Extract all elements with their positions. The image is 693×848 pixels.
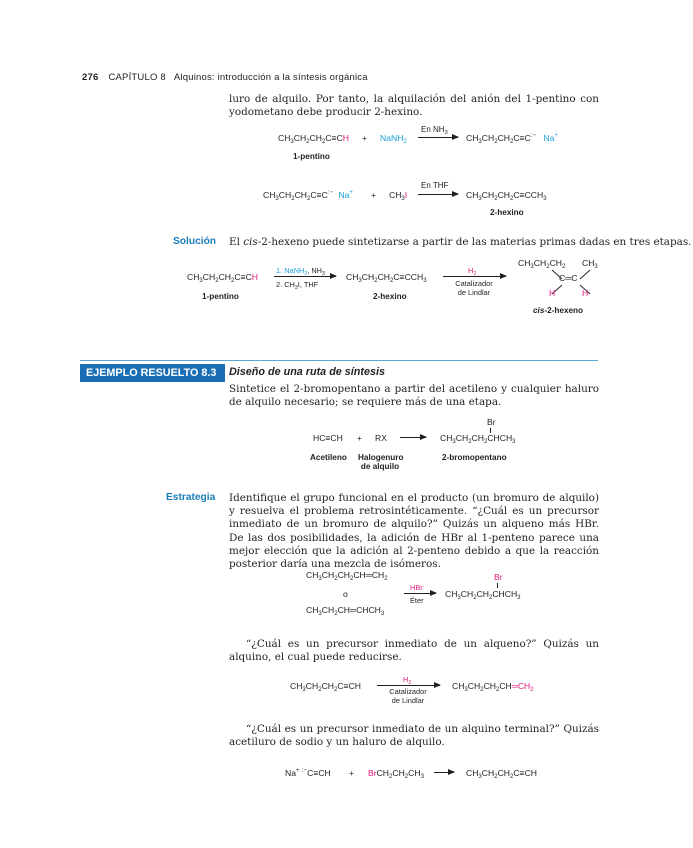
sol-h2: $H_2$ bbox=[468, 266, 477, 277]
sol-label-a: 1-pentino bbox=[202, 292, 239, 301]
ex-plus: + bbox=[357, 433, 363, 443]
running-header bbox=[82, 72, 368, 83]
st-1-pentene: $CH_3CH_2CH_2CH═CH_2$ bbox=[306, 570, 388, 582]
p3-arrow bbox=[434, 772, 454, 773]
cis-h-right: H bbox=[582, 288, 589, 298]
st-2-pentene: $CH_3CH_2CH═CHCH_3$ bbox=[306, 605, 385, 617]
ex-label-halide: Halogenuro de alquilo bbox=[358, 453, 404, 471]
r1-product: $CH_3CH_2CH_2C\equiv C^{:-}$ Na+ bbox=[466, 133, 558, 145]
example-statement: Sintetice el 2-bromopentano a partir del acetileno y cualquier haluro de alquilo necesario; se requiere más de una etapa. bbox=[229, 383, 599, 409]
p2-catalyst: Catalizador de Lindlar bbox=[389, 687, 427, 705]
sol-arrow-1 bbox=[274, 276, 336, 277]
p2-arrow bbox=[377, 685, 440, 686]
paragraph-2: “¿Cuál es un precursor inmediato de un alqueno?” Quizás un alquino, el cual puede reducirse. bbox=[229, 638, 599, 664]
sol-arrow-2 bbox=[443, 276, 506, 277]
strategy-text: Identifique el grupo funcional en el producto (un bromuro de alquilo) y resuelva el problema retrosintéticamente. “¿Cuál es un precursor inmediato de un bromuro de alquilo?” Quizás un alqueno más HBr. De las dos posibilidades, la adición de HBr al 1-penteno parece una mejor elección que la adición al 2-penteno debido a que la reacción posterior daría una mezcla de isómeros. bbox=[229, 492, 599, 571]
ex-arrow bbox=[400, 437, 426, 438]
ex-label-product: 2-bromopentano bbox=[442, 453, 507, 462]
p2-h2: $H_2$ bbox=[403, 675, 412, 686]
p3-plus: + bbox=[349, 768, 355, 778]
cis-methyl-group: $CH_3$ bbox=[582, 258, 598, 270]
page-number: 276 bbox=[82, 72, 99, 83]
chapter-number: CAPÍTULO 8 bbox=[108, 72, 166, 83]
st-hbr: HBr bbox=[410, 583, 423, 592]
example-rule bbox=[80, 360, 598, 361]
r1-condition: En $NH_3$ bbox=[421, 125, 448, 136]
r1-reagent: NaNH$_2$ bbox=[380, 133, 407, 145]
st-arrow bbox=[404, 593, 436, 594]
sol-label-b: 2-hexino bbox=[373, 292, 407, 301]
cis-ethyl-group: $CH_3CH_2CH_2$ bbox=[518, 258, 566, 270]
r2-label: 2-hexino bbox=[490, 208, 524, 217]
sol-step2: 2. $CH_3I$, THF bbox=[276, 280, 319, 291]
r2-reagent: $CH_3I$ bbox=[389, 190, 408, 202]
ex-br: Br bbox=[487, 417, 496, 427]
r2-plus: + bbox=[371, 190, 377, 200]
paragraph-3: “¿Cuál es un precursor inmediato de un alquino terminal?” Quizás acetiluro de sodio y un haluro de alquilo. bbox=[229, 723, 599, 749]
ex-rx: RX bbox=[375, 433, 387, 443]
p3-halide: $BrCH_2CH_2CH_3$ bbox=[368, 768, 424, 780]
sol-label-c: cis-2-hexeno bbox=[533, 306, 584, 315]
solution-text: El cis-2-hexeno puede sintetizarse a partir de las materias primas dadas en tres etapas. bbox=[229, 236, 692, 248]
sol-reactant: $CH_3CH_2CH_2C\equiv CH$ bbox=[187, 272, 258, 284]
intro-paragraph: luro de alquilo. Por tanto, la alquilación del anión del 1-pentino con yodometano debe producir 2-hexino. bbox=[229, 93, 599, 119]
r1-label: 1-pentino bbox=[293, 152, 330, 161]
sol-catalyst: Catalizador de Lindlar bbox=[455, 279, 493, 297]
ex-acetylene: HC≡CH bbox=[313, 433, 343, 443]
example-title: Diseño de una ruta de síntesis bbox=[229, 366, 385, 378]
st-ether: Éter bbox=[410, 596, 424, 605]
r2-arrow bbox=[418, 194, 458, 195]
sol-step1: 1. NaNH$_2$, $NH_3$ bbox=[276, 266, 325, 277]
sol-intermediate: $CH_3CH_2CH_2C\equiv CCH_3$ bbox=[346, 272, 427, 284]
r2-condition: En THF bbox=[421, 181, 449, 190]
chapter-title: Alquinos: introducción a la síntesis orgánica bbox=[173, 72, 368, 83]
cis-h-left: H bbox=[549, 288, 556, 298]
cis-double-bond: C═C bbox=[559, 273, 578, 283]
p3-product: $CH_3CH_2CH_2C\equiv CH$ bbox=[466, 768, 537, 780]
p2-reactant: $CH_3CH_2CH_2C\equiv CH$ bbox=[290, 681, 361, 693]
st-br-bond bbox=[497, 583, 498, 588]
st-br: Br bbox=[494, 572, 503, 582]
example-badge: EJEMPLO RESUELTO 8.3 bbox=[80, 364, 225, 382]
solution-label: Solución bbox=[173, 236, 217, 247]
p2-product: $CH_3CH_2CH_2CH═CH_2$ bbox=[452, 681, 534, 693]
r1-plus: + bbox=[362, 133, 368, 143]
r2-reactant: $CH_3CH_2CH_2C\equiv C^{:-}$ Na+ bbox=[263, 190, 353, 202]
st-product: $CH_3CH_2CH_2CHCH_3$ bbox=[445, 589, 521, 601]
r1-reactant: $CH_3CH_2CH_2C\equiv CH$ bbox=[278, 133, 349, 145]
p3-acetylide: Na+ :−C≡CH bbox=[285, 768, 331, 778]
r1-arrow bbox=[418, 137, 458, 138]
ex-label-acetylene: Acetileno bbox=[310, 453, 347, 462]
strategy-label: Estrategia bbox=[166, 492, 216, 503]
st-or: o bbox=[343, 589, 348, 599]
ex-product: $CH_3CH_2CH_2CHCH_3$ bbox=[440, 433, 516, 445]
r2-product: $CH_3CH_2CH_2C\equiv CCH_3$ bbox=[466, 190, 547, 202]
